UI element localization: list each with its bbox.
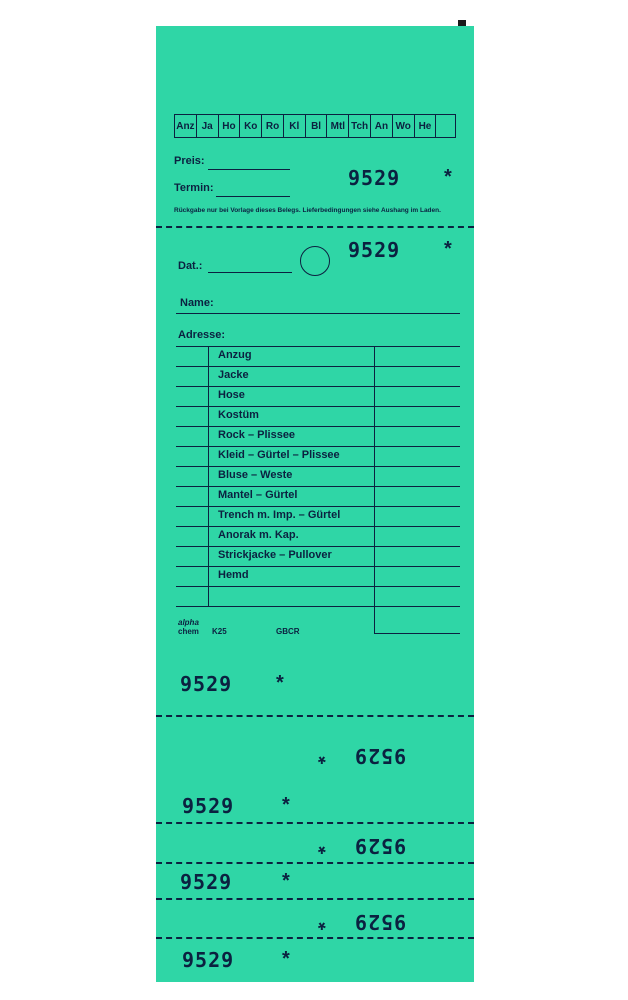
code-cell: Wo: [393, 115, 415, 137]
stub-number: 9529: [354, 834, 407, 858]
stub-number: 9529: [182, 794, 235, 818]
star-icon: *: [318, 911, 326, 933]
code-cell: An: [371, 115, 393, 137]
print-code: GBCR: [276, 627, 300, 636]
list-item: Anzug: [218, 349, 252, 361]
star-icon: *: [282, 870, 290, 892]
star-icon: *: [282, 948, 290, 970]
table-rule: [176, 546, 460, 547]
list-item: Trench m. Imp. – Gürtel: [218, 509, 341, 521]
list-item: Hose: [218, 389, 245, 401]
ticket-number: 9529: [348, 166, 401, 190]
code-cell: Kl: [284, 115, 306, 137]
list-item: Kostüm: [218, 409, 259, 421]
code-cell-blank: [436, 115, 455, 137]
model-code: K25: [212, 627, 227, 636]
code-cell: Mtl: [327, 115, 349, 137]
list-item: Rock – Plissee: [218, 429, 296, 441]
stub-number: 9529: [180, 672, 233, 696]
code-cell: Ho: [219, 115, 241, 137]
table-column-line: [374, 346, 375, 634]
brand-logo: chem: [178, 627, 199, 636]
table-rule: [176, 506, 460, 507]
table-rule: [176, 386, 460, 387]
stub-number: 9529: [180, 870, 233, 894]
code-cell: Bl: [306, 115, 328, 137]
list-item: Strickjacke – Pullover: [218, 549, 332, 561]
list-item: Bluse – Weste: [218, 469, 293, 481]
code-cell: Ja: [197, 115, 219, 137]
list-item: Hemd: [218, 569, 249, 581]
star-icon: *: [444, 166, 452, 188]
list-item: Anorak m. Kap.: [218, 529, 299, 541]
perforation: [156, 226, 474, 228]
address-label: Adresse:: [178, 329, 226, 341]
table-column-line: [208, 346, 209, 606]
table-rule: [176, 606, 460, 607]
table-rule: [176, 586, 460, 587]
brand-logo: alpha: [178, 618, 199, 627]
table-rule: [176, 406, 460, 407]
list-item: Kleid – Gürtel – Plissee: [218, 449, 340, 461]
perforation: [156, 862, 474, 864]
table-rule: [176, 526, 460, 527]
code-cell: Anz: [175, 115, 197, 137]
table-rule: [176, 346, 460, 347]
star-icon: *: [318, 745, 326, 767]
code-cell: He: [415, 115, 437, 137]
star-icon: *: [276, 672, 284, 694]
table-rule: [176, 486, 460, 487]
perforation: [156, 822, 474, 824]
dat-line: [208, 272, 292, 273]
notice-text: Rückgabe nur bei Vorlage dieses Belegs. Lieferbedingungen siehe Aushang im Laden.: [174, 207, 441, 214]
name-label: Name:: [180, 297, 214, 309]
star-icon: *: [282, 794, 290, 816]
code-cell: Ro: [262, 115, 284, 137]
table-rule: [176, 446, 460, 447]
table-rule: [176, 366, 460, 367]
perforation: [156, 937, 474, 939]
punch-hole: [300, 246, 330, 276]
stub-number: 9529: [354, 744, 407, 768]
table-rule: [176, 426, 460, 427]
star-icon: *: [444, 238, 452, 260]
date-line: [216, 196, 290, 197]
list-item: Jacke: [218, 369, 249, 381]
ticket-number: 9529: [348, 238, 401, 262]
code-cell: Tch: [349, 115, 371, 137]
garment-table: [176, 346, 460, 634]
perforation: [156, 898, 474, 900]
perforation: [156, 715, 474, 717]
code-cell: Ko: [240, 115, 262, 137]
list-item: Mantel – Gürtel: [218, 489, 298, 501]
name-line: [176, 313, 460, 314]
table-rule: [176, 566, 460, 567]
dat-label: Dat.:: [178, 260, 203, 272]
price-label: Preis:: [174, 155, 205, 167]
stub-number: 9529: [182, 948, 235, 972]
table-rule: [374, 633, 460, 634]
garment-code-boxes: [174, 114, 456, 138]
price-line: [208, 169, 290, 170]
date-label: Termin:: [174, 182, 214, 194]
stub-number: 9529: [354, 910, 407, 934]
star-icon: *: [318, 835, 326, 857]
table-rule: [176, 466, 460, 467]
